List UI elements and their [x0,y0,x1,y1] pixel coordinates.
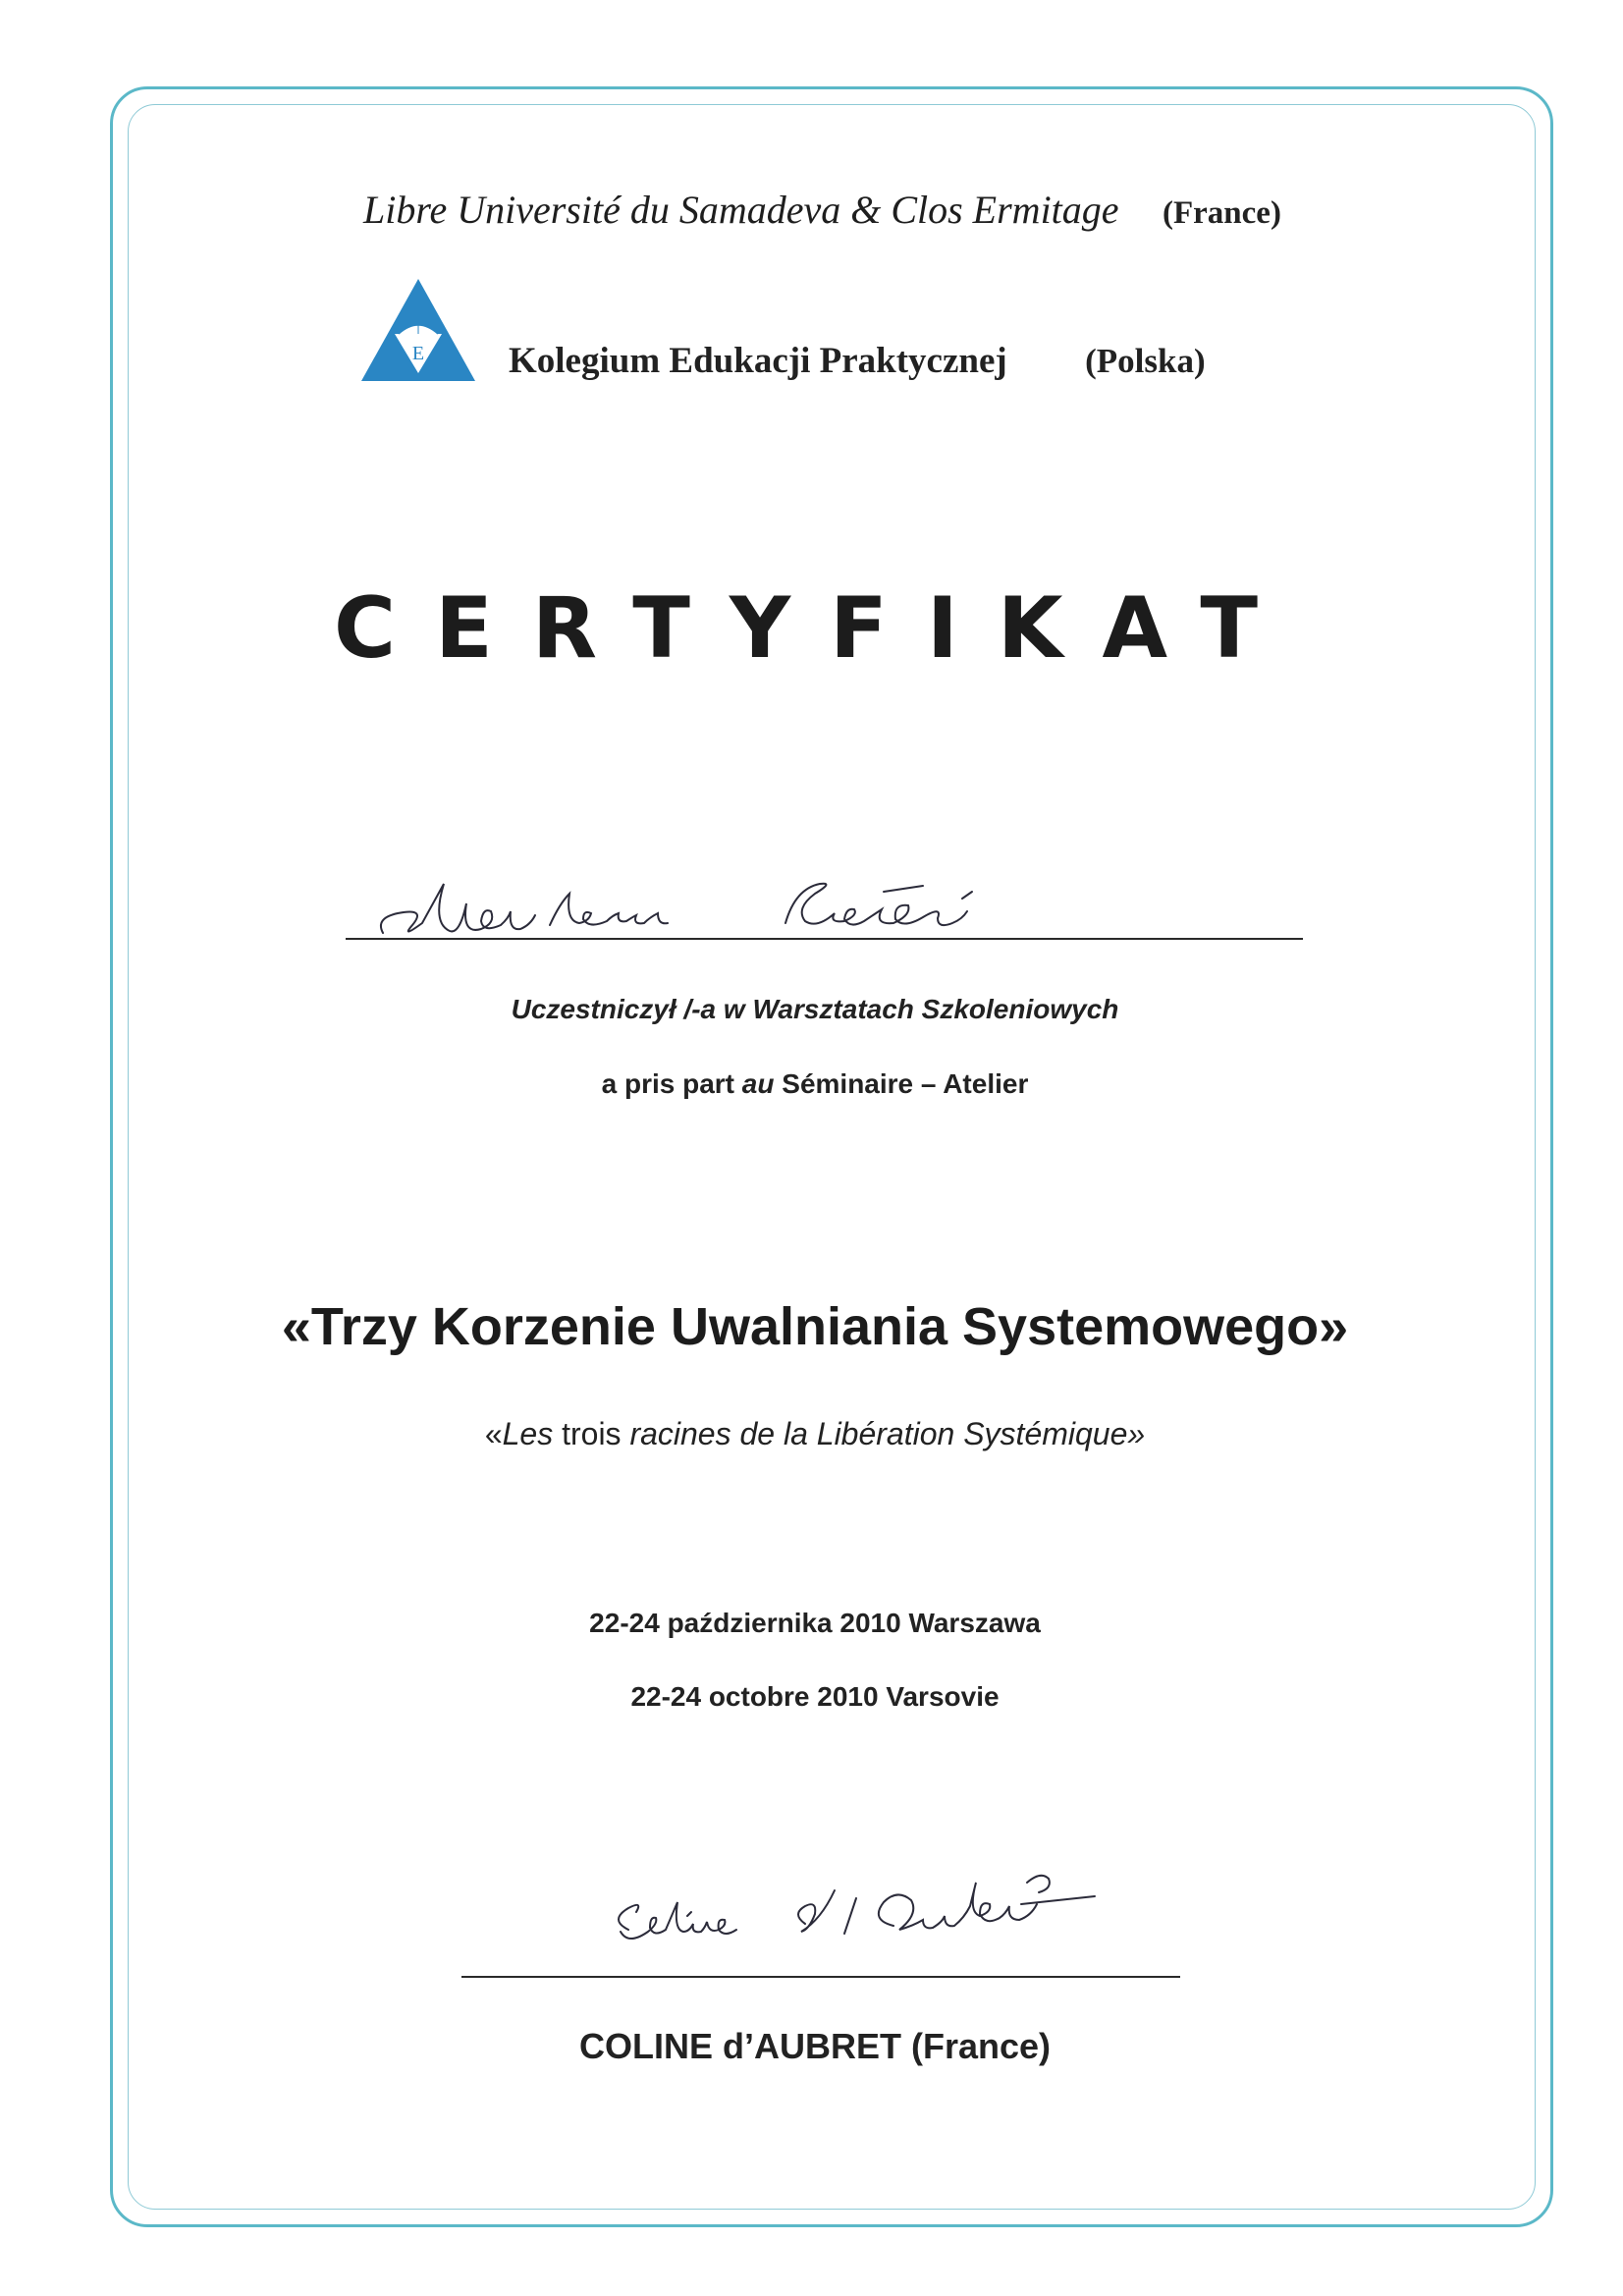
trainer-name: COLINE d’AUBRET (France) [578,2026,1052,2066]
date-location-fr: 22-24 octobre 2010 Varsovie [630,1681,1000,1712]
recipient-name-line [346,938,1303,940]
university-name: Libre Université du Samadeva & Clos Ermitage [363,188,1119,232]
participation-fr-prefix: a pris part [601,1068,735,1099]
participation-fr-suffix: Séminaire – Atelier [782,1068,1029,1099]
certificate-title: CERTYFIKAT [334,579,1298,678]
participation-fr-au: au [741,1068,775,1099]
college-name: Kolegium Edukacji Praktycznej [509,341,1007,381]
date-location-pl: 22-24 października 2010 Warszawa [589,1608,1041,1638]
workshop-title-fr [245,1416,1384,1452]
workshop-fr-open-quote: « [484,1416,503,1451]
university-header [363,187,1306,246]
logo-letter: E [411,343,425,364]
university-country: (France) [1163,195,1281,231]
college-country: (Polska) [1085,342,1206,380]
participation-text-fr [373,1068,1257,1100]
workshop-fr-trois: trois [553,1416,630,1451]
workshop-fr-les: Les [502,1416,554,1451]
workshop-title-pl: «Trzy Korzenie Uwalniania Systemowego» [281,1297,1349,1356]
triangle-logo-icon [359,277,477,383]
trainer-signature [599,1861,1109,1969]
participation-text-pl: Uczestniczył /-a w Warsztatach Szkoleniowych [511,994,1119,1024]
trainer-signature-line [461,1976,1180,1978]
college-header [509,340,1206,382]
workshop-fr-rest: racines de la Libération Systémique» [629,1416,1146,1451]
